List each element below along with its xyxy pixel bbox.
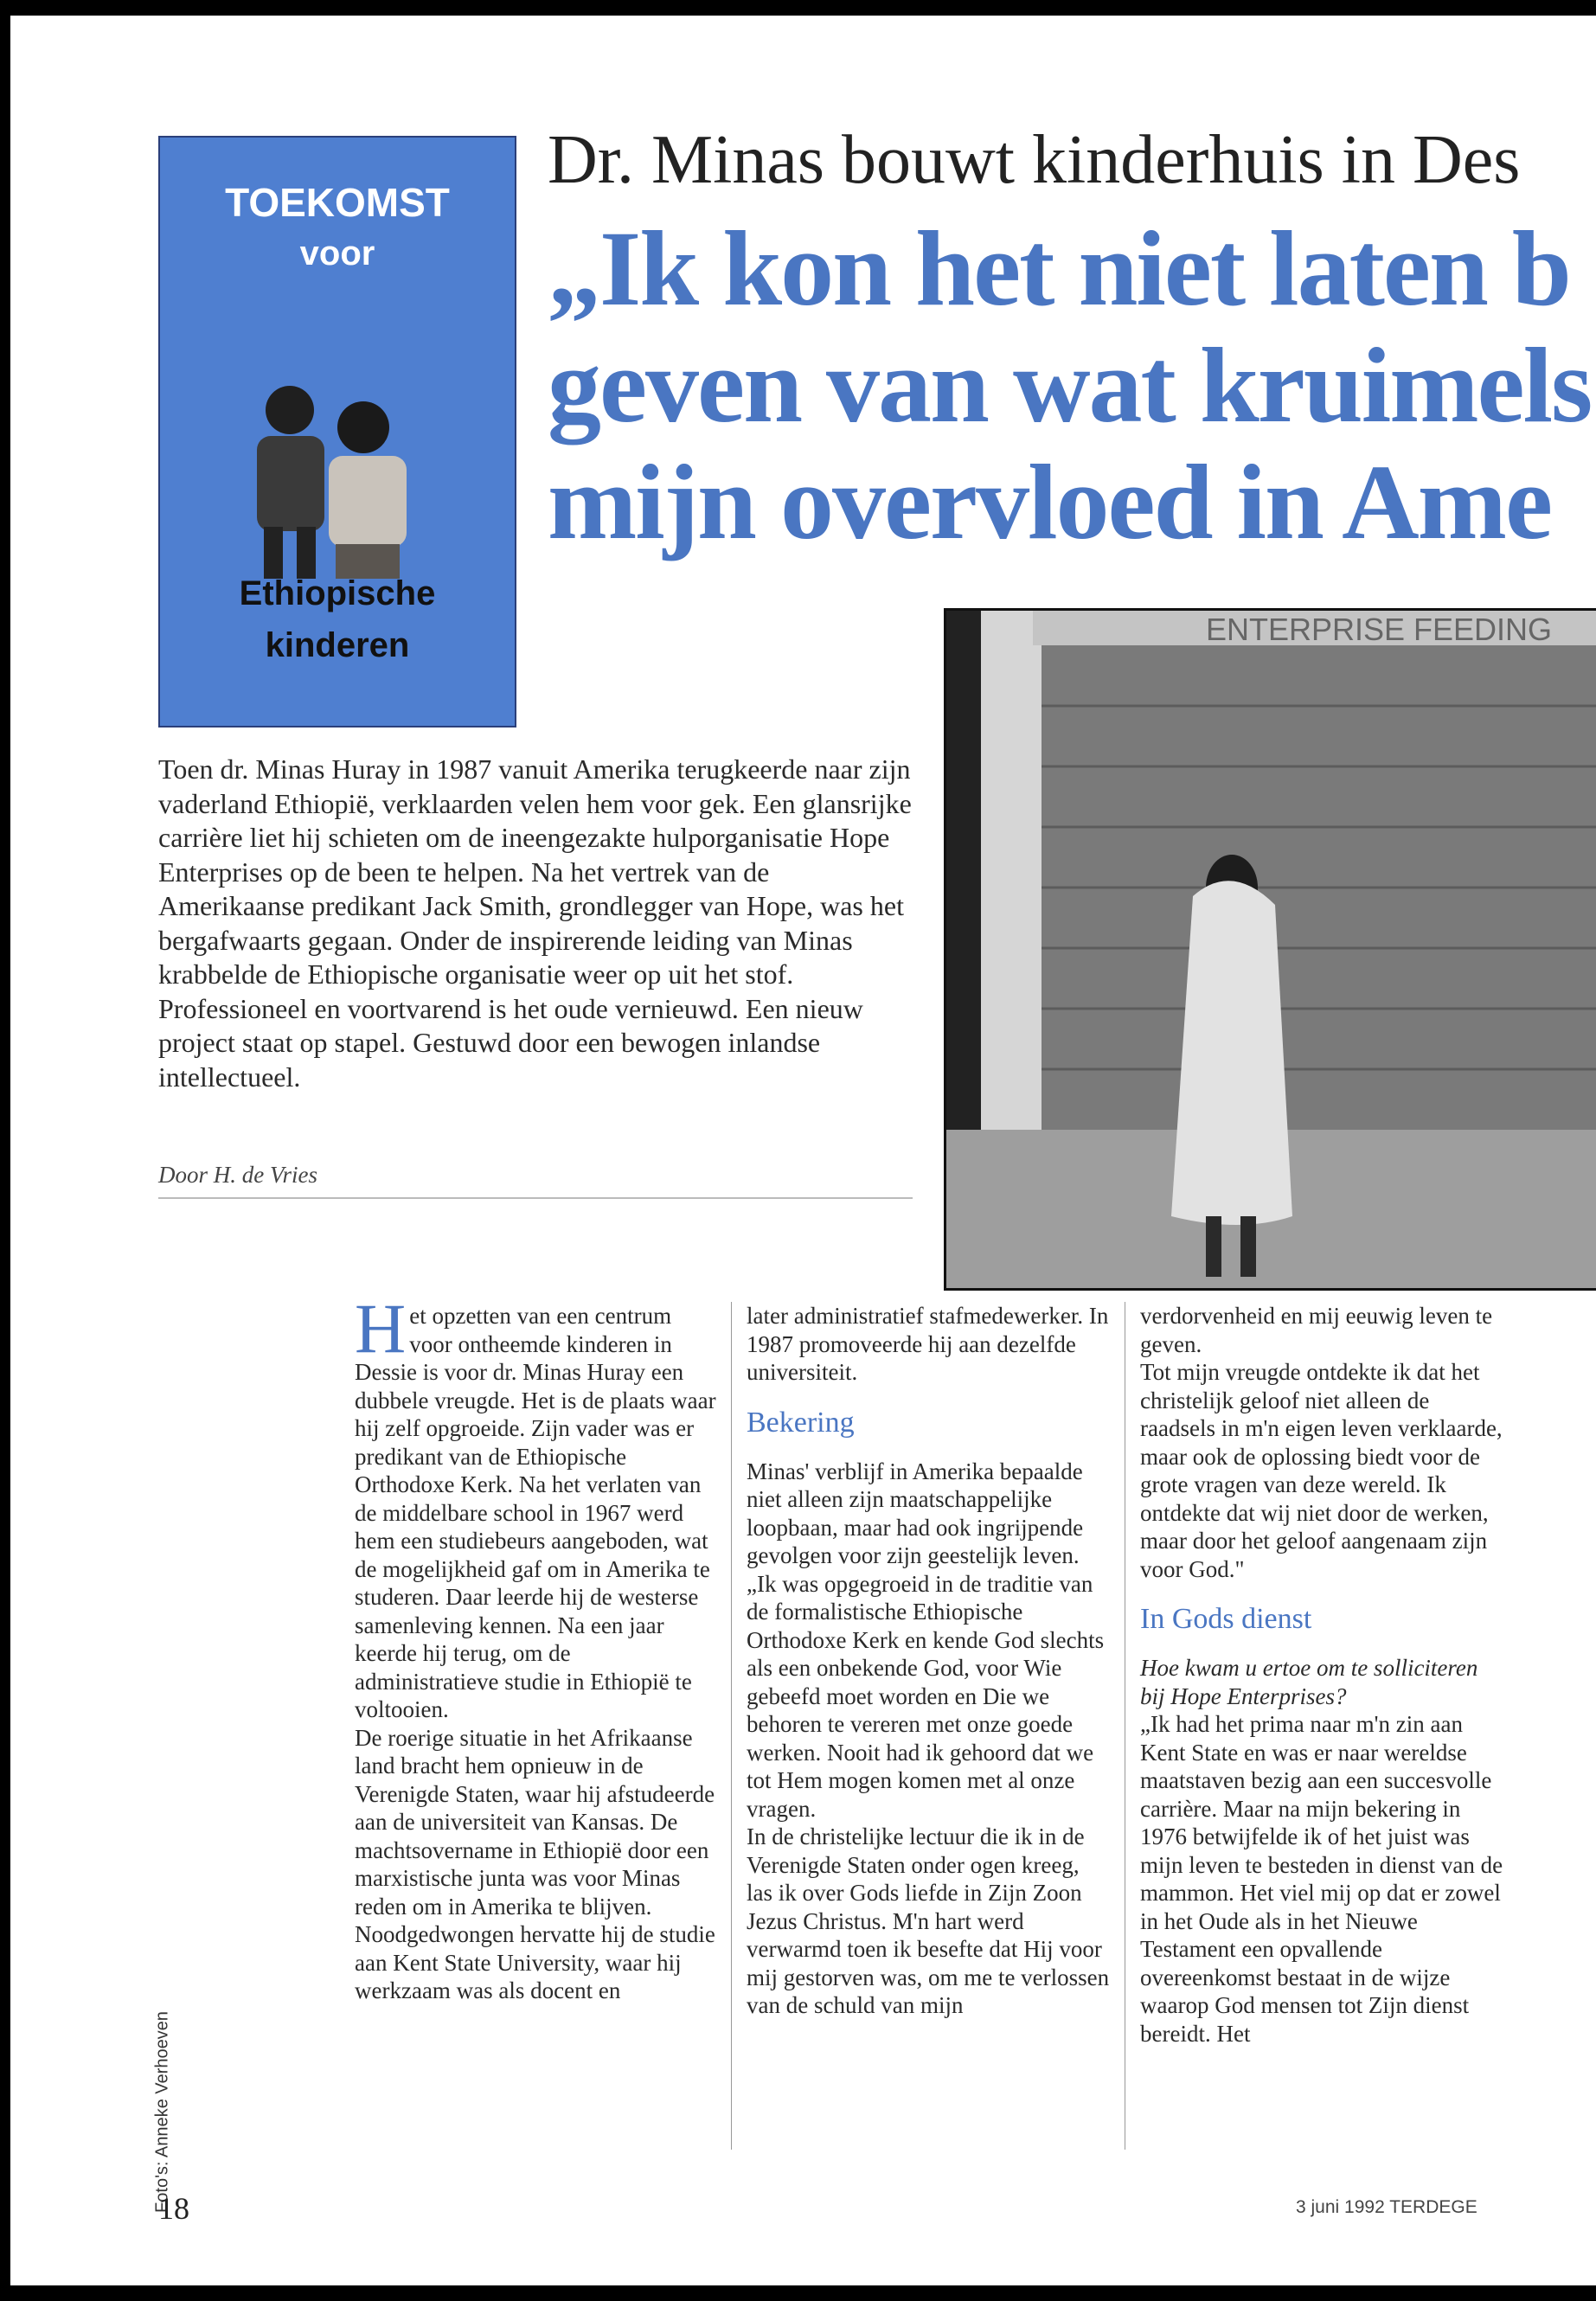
col2-paragraph-3: In de christelijke lectuur die ik in de Verenigde Staten onder ogen kreeg, las ik over Gods liefde in Zijn Zoon Jezus Christus. M'n hart werd verwarmd toen ik besefte dat Hij voor mij gestorven was, om me te verlossen van de schuld van mijn — [747, 1823, 1110, 2018]
headline-line2: geven van wat kruimels — [548, 326, 1592, 445]
subhead-bekering: Bekering — [747, 1406, 855, 1439]
byline: Door H. de Vries — [158, 1162, 317, 1188]
child-right-head — [337, 401, 389, 453]
child-right-body — [329, 456, 407, 547]
cover-kicker-line1: TOEKOMST — [225, 180, 450, 225]
page-footer: 3 juni 1992 TERDEGE — [1296, 2197, 1477, 2217]
child-left-body — [257, 436, 324, 531]
page-border-left — [0, 0, 10, 2301]
page-border-bottom — [0, 2285, 1596, 2301]
children-photo — [212, 250, 471, 579]
drop-cap: H — [355, 1289, 407, 1368]
article-supertitle: Dr. Minas bouwt kinderhuis in Des — [548, 122, 1521, 198]
body-column-1 — [355, 1289, 716, 2005]
article-lead: Toen dr. Minas Huray in 1987 vanuit Amerika terugkeerde naar zijn vaderland Ethiopië, verklaarden velen hem voor gek. Een glansrijke carrière liet hij schieten om de ineengezakte hulporganisatie Hope Enterprises op de been te helpen. Na het vertrek van de Amerikaanse predikant Jack Smith, grondlegger van Hope, was het bergafwaarts gegaan. Onder de inspirerende leiding van Minas krabbelde de Ethiopische organisatie weer op uit het stof. Professioneel en voortvarend is het oude vernieuwd. Een nieuw project staat op stapel. Gestuwd door een bewogen inlandse intellectueel. — [158, 753, 912, 1093]
col1-paragraph-2: De roerige situatie in het Afrikaanse land bracht hem opnieuw in de Verenigde Staten, waar hij afstudeerde aan de universiteit van Kansas. De machtsovername in Ethiopië door een marxistische junta was voor Minas reden om in Amerika te blijven. Noodgedwongen hervatte hij de studie aan Kent State University, waar hij werkzaam was als docent en — [355, 1724, 715, 2003]
subhead-in-gods-dienst: In Gods dienst — [1140, 1603, 1312, 1635]
headline-line1: „Ik kon het niet laten b — [548, 209, 1570, 328]
page-number: 18 — [158, 2191, 189, 2226]
col1-paragraph-1: Het opzetten van een centrum voor ontheemde kinderen in Dessie is voor dr. Minas Huray een dubbele vreugde. Het is de plaats waar hij zelf opgroeide. Zijn vader was er predikant van de Ethiopische Orthodoxe Kerk. Na het verlaten van de middelbare school in 1967 werd hem een studiebeurs aangeboden, wat de mogelijkheid gaf om in Amerika te studeren. Daar leerde hij de westerse samenleving kennen. Na een jaar keerde hij terug, om de administratieve studie in Ethiopië te voltooien. — [355, 1289, 716, 1722]
page-border-top — [0, 0, 1596, 16]
body-column-3 — [1140, 1302, 1503, 2048]
photo-credit: Foto's: Anneke Verhoeven — [152, 2011, 172, 2213]
body-column-2 — [747, 1302, 1110, 2020]
cover-sub-line2: kinderen — [265, 626, 410, 664]
cover-kicker-line2: voor — [299, 234, 375, 272]
cover-sub-line1: Ethiopische — [239, 574, 436, 612]
photo-sign-text: ENTERPRISE FEEDING — [1206, 612, 1553, 647]
col2-paragraph-2: Minas' verblijf in Amerika bepaalde niet alleen zijn maatschappelijke loopbaan, maar had ook ingrijpende gevolgen voor zijn geestelijk leven. „Ik was opgegroeid in de traditie van de formalistische Ethiopische Orthodoxe Kerk en kende God slechts als een onbekende God, voor Wie gebeefd moet worden en Die we behoren te vereren met onze goede werken. Nooit had ik gehoord dat we tot Hem mogen komen met al onze vragen. — [747, 1458, 1105, 1822]
child-left-head — [266, 386, 314, 434]
article-photo — [944, 608, 1596, 1291]
col3-paragraph-1: verdorvenheid en mij eeuwig leven te geven. — [1140, 1303, 1493, 1357]
interview-question: Hoe kwam u ertoe om te solliciteren bij Hope Enterprises? — [1140, 1655, 1478, 1709]
cover-box — [158, 136, 516, 727]
headline-line3: mijn overvloed in Ame — [548, 443, 1551, 561]
col2-paragraph-1: later administratief stafmedewerker. In 1987 promoveerde hij aan dezelfde universiteit. — [747, 1303, 1109, 1385]
column-divider-1 — [731, 1302, 732, 2150]
col3-paragraph-2: Tot mijn vreugde ontdekte ik dat het christelijk geloof niet alleen de raadsels in m'n eigen leven verklaarde, maar ook de oplossing biedt voor de grote vragen van deze wereld. Ik ontdekte dat wij niet door de werken, maar door het geloof aangenaam zijn voor God." — [1140, 1359, 1503, 1582]
col3-paragraph-3: „Ik had het prima naar m'n zin aan Kent State en was er naar wereldse maatstaven bezig aan een succesvolle carrière. Maar na mijn bekering in 1976 betwijfelde ik of het juist was mijn leven te besteden in dienst van de mammon. Het viel mij op dat er zowel in het Oude als in het Nieuwe Testament een opvallende overeenkomst bestaat in de wijze waarop God mensen tot Zijn dienst bereidt. Het — [1140, 1711, 1503, 2047]
lead-divider — [158, 1197, 913, 1199]
